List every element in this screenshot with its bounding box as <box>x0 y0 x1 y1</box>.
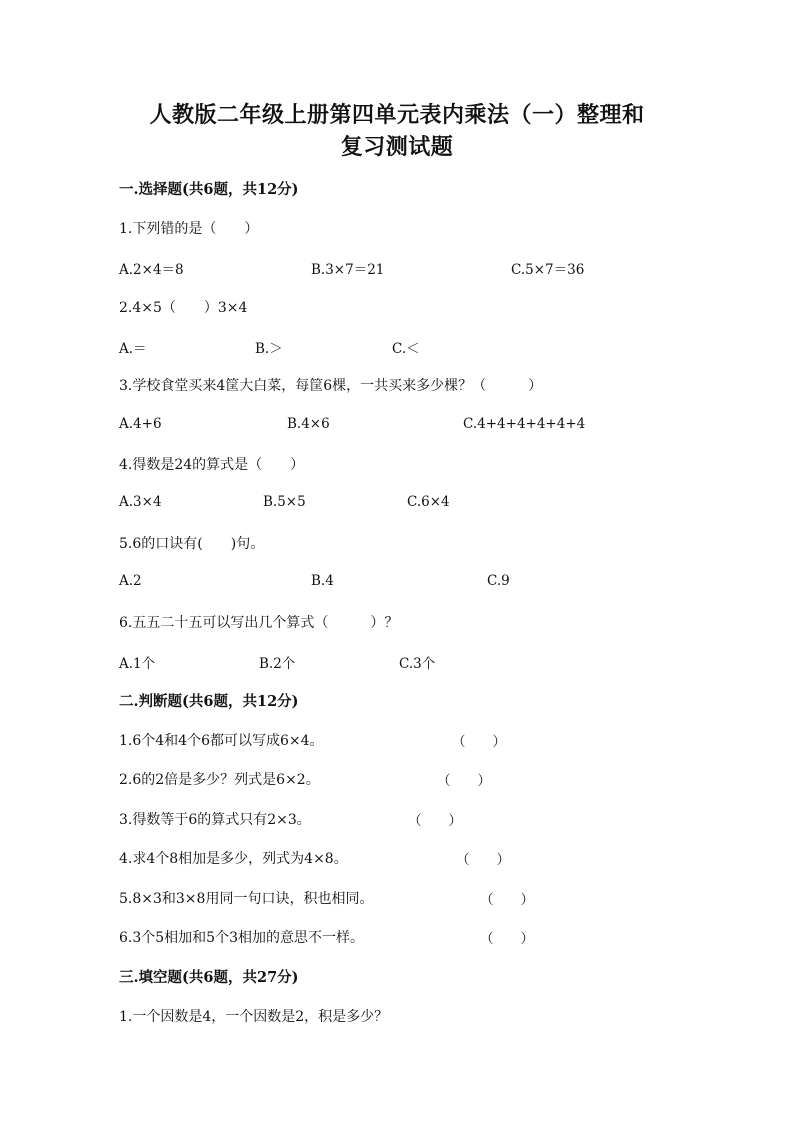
page-title-line-1: 人教版二年级上册第四单元表内乘法（一）整理和 <box>149 102 645 128</box>
judge-q5-answer-blank[interactable]: （ ） <box>480 892 534 908</box>
choice-q4-option-a: A.3×4 <box>119 494 162 510</box>
choice-q1-option-a: A.2×4＝8 <box>119 262 184 278</box>
choice-question-6: 6.五五二十五可以写出几个算式（ ）？ <box>119 615 399 631</box>
judge-question-1: 1.6个4和4个6都可以写成6×4。 <box>119 733 324 749</box>
judge-q6-answer-blank[interactable]: （ ） <box>480 931 534 947</box>
choice-q6-option-c: C.3个 <box>399 656 436 672</box>
judge-q3-answer-blank[interactable]: （ ） <box>408 813 462 829</box>
choice-q1-option-c: C.5×7＝36 <box>511 262 585 278</box>
choice-q6-option-b: B.2个 <box>259 656 296 672</box>
choice-q3-option-c: C.4+4+4+4+4+4 <box>463 416 586 432</box>
judge-q1-answer-blank[interactable]: （ ） <box>452 734 506 750</box>
judge-q4-answer-blank[interactable]: （ ） <box>456 852 510 868</box>
choice-q2-option-b: B.＞ <box>255 341 283 357</box>
choice-q5-option-c: C.9 <box>487 573 510 589</box>
choice-question-5: 5.6的口诀有( )句。 <box>119 536 265 552</box>
choice-q3-option-b: B.4×6 <box>287 416 330 432</box>
section-heading-judge: 二.判断题(共6题，共12分) <box>119 693 299 710</box>
choice-q5-option-a: A.2 <box>119 573 142 589</box>
judge-question-6: 6.3个5相加和5个3相加的意思不一样。 <box>119 930 364 946</box>
choice-question-3: 3.学校食堂买来4筐大白菜，每筐6棵，一共买来多少棵？（ ） <box>119 378 543 394</box>
choice-q1-option-b: B.3×7＝21 <box>311 262 385 278</box>
choice-q2-option-a: A.＝ <box>119 341 147 357</box>
choice-q4-option-c: C.6×4 <box>407 494 450 510</box>
choice-q5-option-b: B.4 <box>311 573 334 589</box>
choice-q2-option-c: C.＜ <box>392 341 420 357</box>
choice-q6-option-a: A.1个 <box>119 656 156 672</box>
page-title-line-2: 复习测试题 <box>340 134 454 160</box>
choice-question-1: 1.下列错的是（ ） <box>119 221 259 237</box>
choice-question-2: 2.4×5（ ）3×4 <box>119 300 248 316</box>
fill-question-1: 1.一个因数是4，一个因数是2，积是多少？ <box>119 1009 389 1025</box>
judge-question-5: 5.8×3和3×8用同一句口诀，积也相同。 <box>119 891 374 907</box>
judge-question-2: 2.6的2倍是多少？列式是6×2。 <box>119 772 320 788</box>
judge-q2-answer-blank[interactable]: （ ） <box>437 773 491 789</box>
choice-question-4: 4.得数是24的算式是（ ） <box>119 457 305 473</box>
section-heading-choice: 一.选择题(共6题，共12分) <box>119 181 299 198</box>
judge-question-4: 4.求4个8相加是多少，列式为4×8。 <box>119 851 348 867</box>
choice-q3-option-a: A.4+6 <box>119 416 162 432</box>
judge-question-3: 3.得数等于6的算式只有2×3。 <box>119 812 311 828</box>
choice-q4-option-b: B.5×5 <box>263 494 306 510</box>
section-heading-fill: 三.填空题(共6题，共27分) <box>119 969 299 986</box>
